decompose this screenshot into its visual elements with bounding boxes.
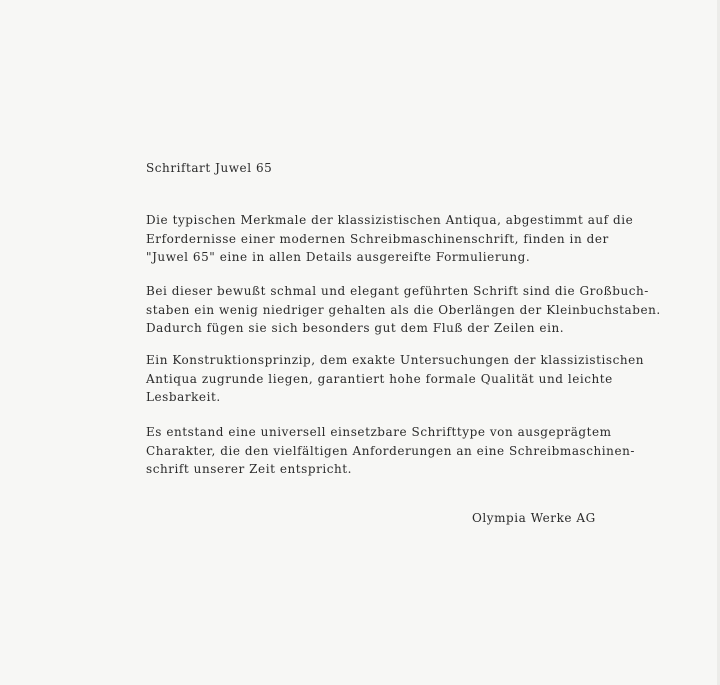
paragraph-construction [146, 351, 644, 407]
text-line: Die typischen Merkmale der klassizistischen Antiqua, abgestimmt auf die [146, 213, 634, 227]
text-line: Es entstand eine universell einsetzbare Schrifttype von ausgeprägtem [146, 425, 612, 439]
text-line: Erfordernisse einer modernen Schreibmaschinenschrift, finden in der [146, 231, 609, 246]
text-line: Charakter, die den vielfältigen Anforderungen an eine Schreibmaschinen- [146, 443, 635, 458]
text-line: Lesbarkeit. [146, 390, 221, 404]
text-line: Ein Konstruktionsprinzip, dem exakte Untersuchungen der klassizistischen [146, 353, 645, 367]
text-line: "Juwel 65" eine in allen Details ausgereifte Formulierung. [146, 250, 531, 264]
paragraph-conclusion [146, 423, 635, 479]
text-line: schrift unserer Zeit entspricht. [146, 462, 353, 476]
paragraph-capitals [146, 282, 661, 338]
text-line: Dadurch fügen sie sich besonders gut dem Fluß der Zeilen ein. [146, 321, 565, 335]
text-line: staben ein wenig niedriger gehalten als die Oberlängen der Kleinbuchstaben. [146, 302, 661, 317]
signature: Olympia Werke AG [472, 511, 596, 525]
text-line: Bei dieser bewußt schmal und elegant geführten Schrift sind die Großbuch- [146, 284, 649, 298]
paragraph-characteristics [146, 211, 633, 267]
document-title: Schriftart Juwel 65 [146, 161, 273, 175]
text-line: Antiqua zugrunde liegen, garantiert hohe formale Qualität und leichte [146, 371, 613, 386]
